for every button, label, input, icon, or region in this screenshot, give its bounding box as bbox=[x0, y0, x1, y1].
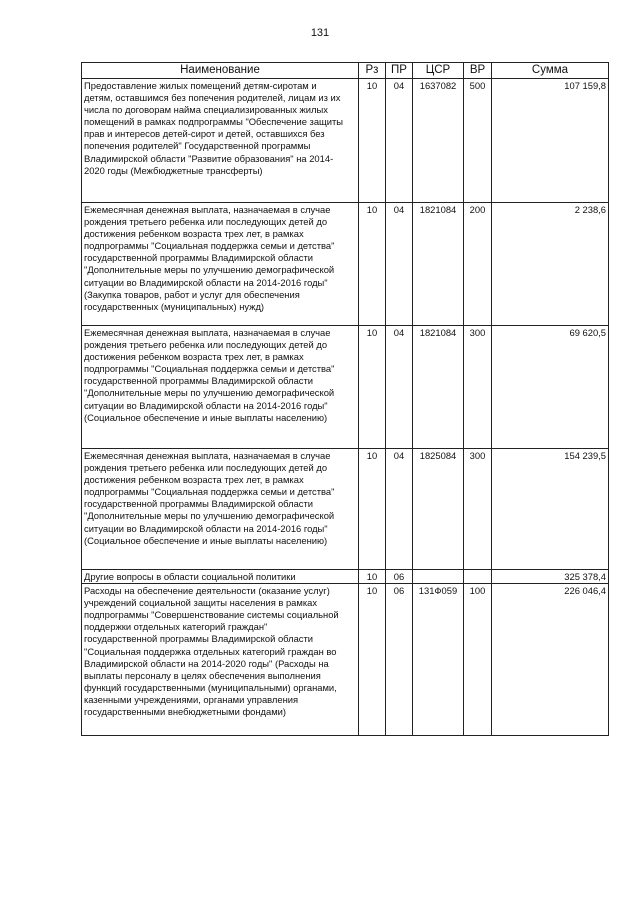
row-pr: 06 bbox=[386, 584, 413, 736]
header-vr: ВР bbox=[464, 63, 492, 79]
row-pr: 04 bbox=[386, 326, 413, 449]
row-pr: 04 bbox=[386, 79, 413, 203]
table-row bbox=[82, 79, 609, 203]
row-vr: 200 bbox=[464, 203, 492, 326]
row-sum: 154 239,5 bbox=[492, 449, 609, 570]
row-pr: 06 bbox=[386, 570, 413, 584]
row-csr bbox=[413, 570, 464, 584]
row-rz: 10 bbox=[359, 326, 386, 449]
row-sum: 107 159,8 bbox=[492, 79, 609, 203]
row-rz: 10 bbox=[359, 79, 386, 203]
row-rz: 10 bbox=[359, 449, 386, 570]
row-pr: 04 bbox=[386, 203, 413, 326]
page-number: 131 bbox=[310, 27, 330, 39]
row-rz: 10 bbox=[359, 570, 386, 584]
row-name: Другие вопросы в области социальной политики bbox=[82, 570, 359, 584]
row-csr: 1821084 bbox=[413, 203, 464, 326]
header-csr: ЦСР bbox=[413, 63, 464, 79]
row-name: Ежемесячная денежная выплата, назначаемая в случае рождения третьего ребенка или последующих детей до достижения ребенком возраста трех лет, в рамках подпрограммы "Социальная поддержка семьи и детства" государственной программы Владимирской области "Дополнительные меры по улучшению демографической ситуации во Владимирской области на 2014-2016 годы" (Социальное обеспечение и иные выплаты населению) bbox=[82, 326, 359, 449]
row-vr: 300 bbox=[464, 326, 492, 449]
row-sum: 69 620,5 bbox=[492, 326, 609, 449]
budget-table bbox=[81, 62, 609, 736]
row-name: Предоставление жилых помещений детям-сиротам и детям, оставшимся без попечения родителей, лицам из их числа по договорам найма специализированных жилых помещений в рамках подпрограммы "Обеспечение защиты прав и интересов детей-сирот и детей, оставшихся без попечения родителей" Государственной программы Владимирской области "Развитие образования" на 2014- 2020 годы (Межбюджетные трансферты) bbox=[82, 79, 359, 203]
table-row bbox=[82, 449, 609, 570]
row-sum: 2 238,6 bbox=[492, 203, 609, 326]
row-vr bbox=[464, 570, 492, 584]
table-row bbox=[82, 570, 609, 584]
row-rz: 10 bbox=[359, 584, 386, 736]
table-row bbox=[82, 326, 609, 449]
table-row bbox=[82, 203, 609, 326]
row-rz: 10 bbox=[359, 203, 386, 326]
row-name: Ежемесячная денежная выплата, назначаемая в случае рождения третьего ребенка или последующих детей до достижения ребенком возраста трех лет, в рамках подпрограммы "Социальная поддержка семьи и детства" государственной программы Владимирской области "Дополнительные меры по улучшению демографической ситуации во Владимирской области на 2014-2016 годы" (Социальное обеспечение и иные выплаты населению) bbox=[82, 449, 359, 570]
row-name: Ежемесячная денежная выплата, назначаемая в случае рождения третьего ребенка или последующих детей до достижения ребенком возраста трех лет, в рамках подпрограммы "Социальная поддержка семьи и детства" государственной программы Владимирской области "Дополнительные меры по улучшению демографической ситуации во Владимирской области на 2014-2016 годы" (Закупка товаров, работ и услуг для обеспечения государственных (муниципальных) нужд) bbox=[82, 203, 359, 326]
header-rz: Рз bbox=[359, 63, 386, 79]
header-sum: Сумма bbox=[492, 63, 609, 79]
row-csr: 131Ф059 bbox=[413, 584, 464, 736]
table-row bbox=[82, 584, 609, 736]
row-vr: 300 bbox=[464, 449, 492, 570]
row-csr: 1825084 bbox=[413, 449, 464, 570]
row-csr: 1637082 bbox=[413, 79, 464, 203]
table-header-row bbox=[82, 63, 609, 79]
header-name: Наименование bbox=[82, 63, 359, 79]
row-pr: 04 bbox=[386, 449, 413, 570]
row-name: Расходы на обеспечение деятельности (оказание услуг) учреждений социальной защиты населения в рамках подпрограммы "Совершенствование системы социальной поддержки отдельных категорий граждан" государственной программы Владимирской области "Социальная поддержка отдельных категорий граждан во Владимирской области на 2014-2020 годы" (Расходы на выплаты персоналу в целях обеспечения выполнения функций государственными (муниципальными) органами, казенными учреждениями, органами управления государственными внебюджетными фондами) bbox=[82, 584, 359, 736]
row-sum: 226 046,4 bbox=[492, 584, 609, 736]
header-pr: ПР bbox=[386, 63, 413, 79]
row-vr: 500 bbox=[464, 79, 492, 203]
row-sum: 325 378,4 bbox=[492, 570, 609, 584]
row-csr: 1821084 bbox=[413, 326, 464, 449]
row-vr: 100 bbox=[464, 584, 492, 736]
